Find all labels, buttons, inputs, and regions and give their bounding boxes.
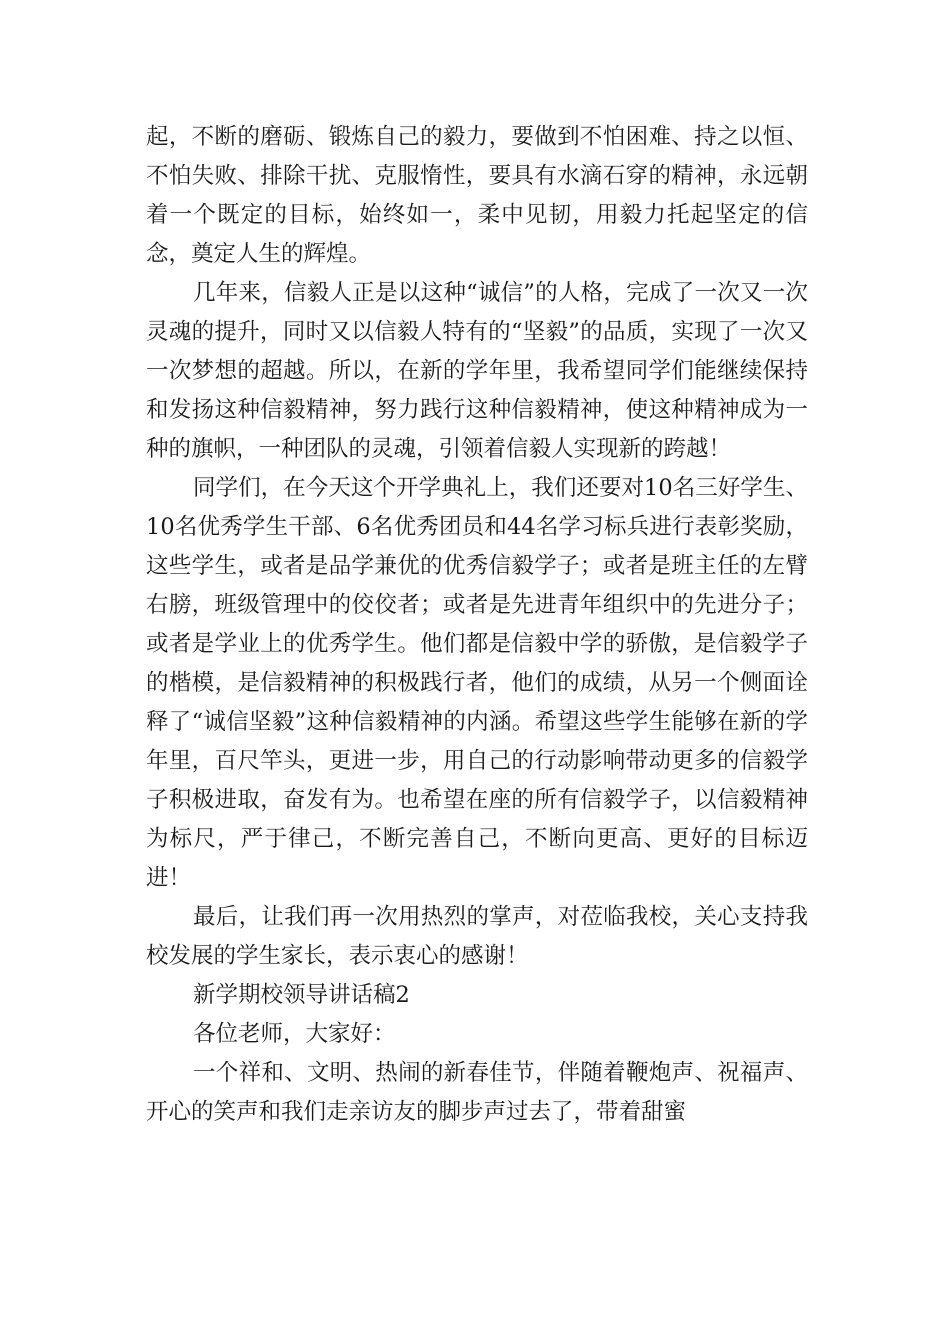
document-body	[146, 118, 808, 1132]
paragraph-awards: 同学们，在今天这个开学典礼上，我们还要对10名三好学生、10名优秀学生干部、6名优秀团员和44名学习标兵进行表彰奖励，这些学生，或者是品学兼优的优秀信毅学子；或者是班主任的左臂右膀，班级管理中的佼佼者；或者是先进青年组织中的先进分子；或者是学业上的优秀学生。他们都是信毅中学的骄傲，是信毅学子的楷模，是信毅精神的积极践行者，他们的成绩，从另一个侧面诠释了“诚信坚毅”这种信毅精神的内涵。希望这些学生能够在新的学年里，百尺竿头，更进一步，用自己的行动影响带动更多的信毅学子积极进取，奋发有为。也希望在座的所有信毅学子，以信毅精神为标尺，严于律己，不断完善自己，不断向更高、更好的目标迈进！	[146, 475, 808, 891]
paragraph-continuation: 起，不断的磨砺、锻炼自己的毅力，要做到不怕困难、持之以恒、不怕失败、排除干扰、克服惰性，要具有水滴石穿的精神，永远朝着一个既定的目标，始终如一，柔中见韧，用毅力托起坚定的信念，奠定人生的辉煌。	[146, 124, 808, 267]
salutation: 各位老师，大家好：	[193, 1021, 396, 1047]
section-heading: 新学期校领导讲话稿2	[193, 982, 410, 1008]
paragraph-new-year: 一个祥和、文明、热闹的新春佳节，伴随着鞭炮声、祝福声、开心的笑声和我们走亲访友的脚步声过去了，带着甜蜜	[146, 1060, 808, 1125]
paragraph-spirit: 几年来，信毅人正是以这种“诚信”的人格，完成了一次又一次灵魂的提升，同时又以信毅人特有的“坚毅”的品质，实现了一次又一次梦想的超越。所以，在新的学年里，我希望同学们能继续保持和发扬这种信毅精神，努力践行这种信毅精神，使这种精神成为一种的旗帜，一种团队的灵魂，引领着信毅人实现新的跨越！	[146, 280, 808, 462]
paragraph-closing: 最后，让我们再一次用热烈的掌声，对莅临我校，关心支持我校发展的学生家长，表示衷心的感谢！	[146, 904, 808, 969]
